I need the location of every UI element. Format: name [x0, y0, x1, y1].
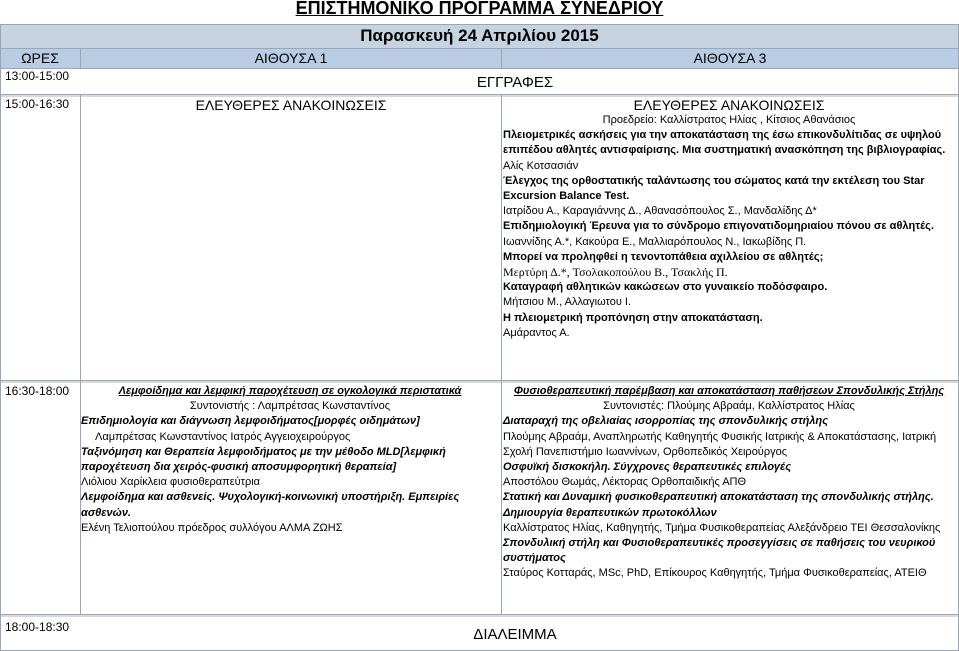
talk-speaker: Λαμπρέτσας Κωνσταντίνος Ιατρός Αγγειοχειρούργος	[95, 430, 351, 443]
paper-title: Καταγραφή αθλητικών κακώσεων στο γυναικείο ποδόσφαιρο.	[503, 281, 828, 294]
session-title: Λεμφοίδημα και λεμφική παροχέτευση σε ογκολογικά περιστατικά	[118, 385, 462, 397]
talk-title: Σπονδυλική στήλη και Φυσιοθεραπευτικές προσεγγίσεις σε παθήσεις του νευρικού συστήματος	[503, 537, 936, 565]
grid-line	[501, 94, 502, 380]
talk-title: Διαταραχή της οβελιαίας ισορροπίας της σπονδυλικής στήλης	[503, 415, 828, 428]
grid-line	[80, 94, 81, 380]
paper-title: Επιδημιολογική Έρευνα για το σύνδρομο επιγονατιδομηριαίου πόνου σε αθλητές.	[503, 220, 934, 233]
slot-time: 18:00-18:30	[5, 620, 70, 634]
talk-title: Στατική και Δυναμική φυσικοθεραπευτική αποκατάσταση της σπονδυλικής στήλης. Δημιουργία θεραπευτικών πρωτοκόλλων	[503, 491, 934, 519]
room3-spine-session	[503, 384, 955, 582]
grid-line	[0, 614, 959, 615]
grid-line	[0, 24, 959, 25]
room1-session-title: ΕΛΕΥΘΕΡΕΣ ΑΝΑΚΟΙΝΩΣΕΙΣ	[195, 97, 387, 113]
room3-free-communications	[503, 97, 955, 341]
paper-title: Πλειομετρικές ασκήσεις για την αποκατάσταση της έσω επικονδυλίτιδας σε υψηλού επιπέδου αθλητές αντισφαίρισης. Μια συστηματική ανασκόπηση της βιβλιογραφίας.	[503, 129, 946, 157]
grid-line	[0, 24, 1, 651]
grid-line	[0, 48, 959, 49]
paper-title: Μπορεί να προληφθεί η τενοντοπάθεια αχιλλείου σε αθλητές;	[503, 250, 824, 263]
grid-line	[0, 380, 959, 381]
talk-speaker: Πλούμης Αβραάμ, Αναπληρωτής Καθηγητής Φυσικής Ιατρικής & Αποκατάστασης, Ιατρική Σχολή Πανεπιστήμιο Ιωαννίνων, Ορθοπεδικός Χειρούργος	[503, 430, 937, 458]
slot-time: 15:00-16:30	[5, 97, 70, 111]
room3-chairs: Προεδρείο: Καλλίστρατος Ηλίας , Κίτσιος Αθανάσιος	[602, 114, 856, 126]
page-title: ΕΠΙΣΤΗΜΟΝΙΚΟ ΠΡΟΓΡΑΜΜΑ ΣΥΝΕΔΡΙΟΥ	[295, 0, 664, 16]
slot-time: 13:00-15:00	[5, 69, 70, 83]
talk-speaker: Καλλίστρατος Ηλίας, Καθηγητής, Τμήμα Φυσικοθεραπείας Αλεξάνδρειο ΤΕΙ Θεσσαλονίκης	[503, 521, 941, 534]
paper-authors: Ιωαννίδης Α.*, Κακούρα Ε., Μαλλιαρόπουλος Ν., Ιακωβίδης Π.	[503, 235, 807, 248]
talk-title: Ταξινόμηση και Θεραπεία λεμφοιδήματος με την μέθοδο MLD[λεμφική παροχέτευση δια χειρός-φυσική αποσυμφορητική θεραπεία]	[81, 445, 446, 474]
conference-date: Παρασκευή 24 Απριλίου 2015	[360, 26, 599, 45]
session-title: Φυσιοθεραπευτική παρέμβαση και αποκατάσταση παθήσεων Σπονδυλικής Στήλης	[513, 385, 945, 397]
grid-line	[501, 380, 502, 614]
slot-time: 16:30-18:00	[5, 384, 70, 398]
talk-title: Επιδημιολογία και διάγνωση λεμφοιδήματος[μορφές οιδημάτων]	[81, 415, 420, 428]
registration-label: ΕΓΓΡΑΦΕΣ	[476, 74, 554, 91]
talk-speaker: Ελένη Τελιοπούλου πρόεδρος συλλόγου ΑΛΜΑ ΖΩΗΣ	[81, 521, 343, 534]
paper-authors: Αμάραντος Α.	[503, 326, 570, 339]
paper-title: Έλεγχος της ορθοστατικής ταλάντωσης του σώματος κατά την εκτέλεση του Star Excursion Balance Test.	[503, 174, 925, 203]
room1-lymphedema-session	[81, 384, 499, 536]
session-coordinator: Συντονιστής : Λαμπρέτσας Κωνσταντίνος	[189, 400, 390, 413]
talk-speaker: Αποστόλου Θωμάς, Λέκτορας Ορθοπαιδικής ΑΠΘ	[503, 476, 747, 489]
grid-line	[0, 94, 959, 95]
paper-authors: Αλίς Κοτσασιάν	[503, 159, 579, 172]
room3-session-title: ΕΛΕΥΘΕΡΕΣ ΑΝΑΚΟΙΝΩΣΕΙΣ	[633, 97, 825, 113]
talk-title: Οσφυϊκή δισκοκήλη. Σύγχρονες θεραπευτικές επιλογές	[503, 461, 792, 474]
talk-speaker: Λιόλιου Χαρίκλεια φυσιοθεραπεύτρια	[81, 476, 261, 489]
talk-title: Λεμφοίδημα και ασθενείς. Ψυχολογική-κοινωνική υποστήριξη. Εμπειρίες ασθενών.	[81, 491, 460, 519]
paper-authors: Ιατρίδου Α., Καραγιάννης Δ., Αθανασόπουλος Σ., Μανδαλίδης Δ*	[503, 205, 817, 218]
session-coordinators: Συντονιστές: Πλούμης Αβραάμ, Καλλίστρατος Ηλίας	[603, 400, 855, 413]
header-hours: ΩΡΕΣ	[21, 50, 59, 66]
paper-authors: Μήτσιου Μ., Αλλαγιωτου Ι.	[503, 296, 632, 309]
header-room-3: ΑΙΘΟΥΣΑ 3	[693, 50, 767, 66]
grid-line	[0, 68, 959, 69]
paper-title: Η πλειομετρική προπόνηση στην αποκατάσταση.	[503, 311, 763, 324]
header-room-1: ΑΙΘΟΥΣΑ 1	[254, 50, 328, 66]
break-label: ΔΙΑΛΕΙΜΜΑ	[473, 626, 557, 643]
talk-speaker: Σταύρος Κοτταράς, MSc, PhD, Επίκουρος Καθηγητής, Τμήμα Φυσικοθεραπείας, ΑΤΕΙΘ	[503, 567, 927, 580]
paper-authors: Μερτύρη Δ.*, Τσολακοπούλου Β., Τσακλής Π.	[503, 265, 728, 280]
